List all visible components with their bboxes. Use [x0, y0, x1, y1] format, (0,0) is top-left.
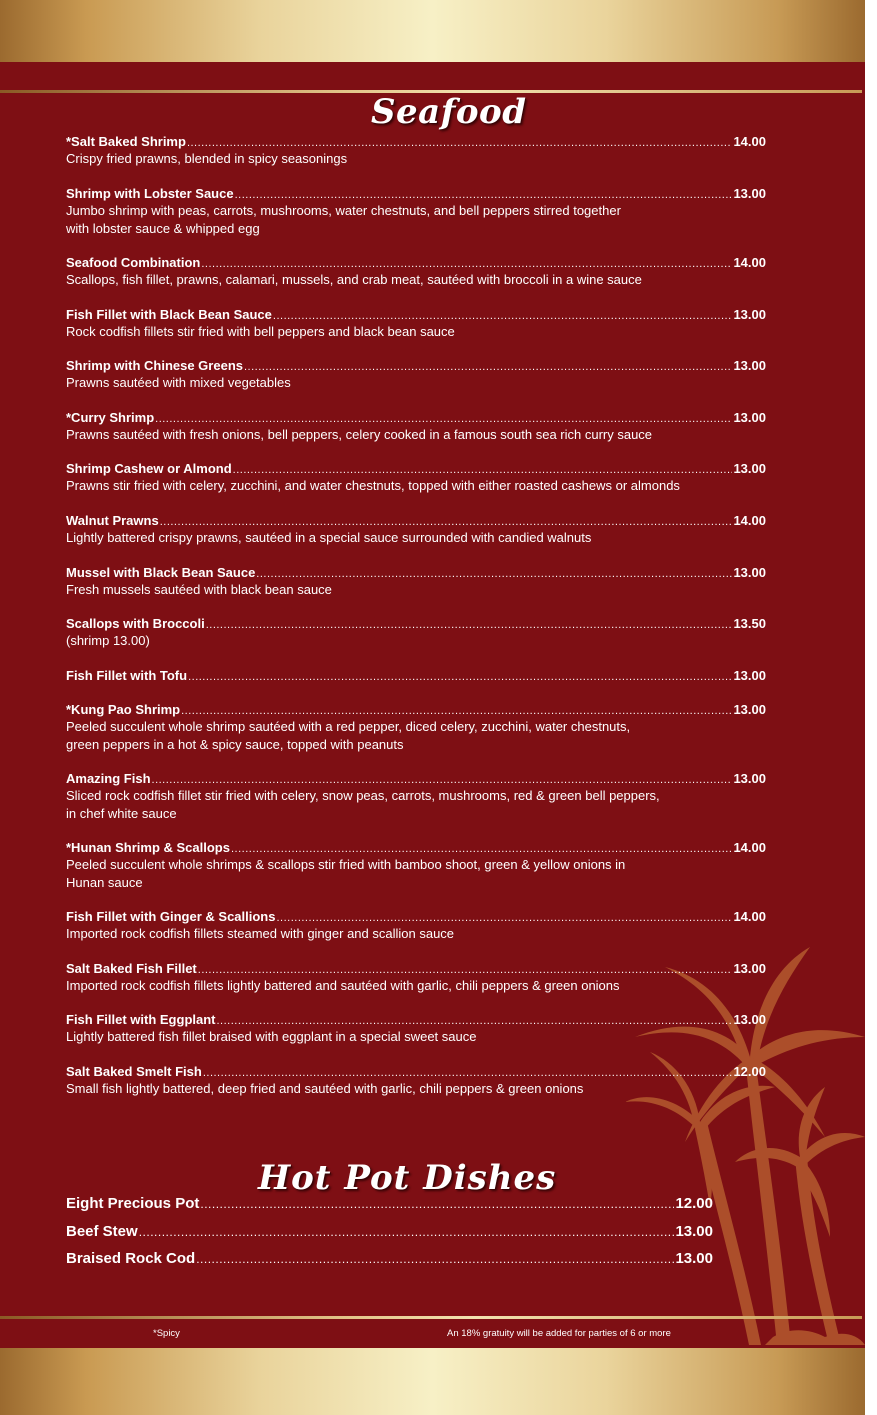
- menu-item-description: Sliced rock codfish fillet stir fried with celery, snow peas, carrots, mushrooms, red & green bell peppers,: [66, 788, 660, 803]
- menu-item-name: Mussel with Black Bean Sauce: [66, 565, 256, 580]
- menu-item-header: [66, 512, 766, 529]
- menu-item: [66, 770, 766, 822]
- menu-item-header: [66, 185, 766, 202]
- menu-item: [66, 908, 766, 943]
- menu-panel: [0, 62, 865, 1348]
- hot-pot-item-name: Beef Stew: [66, 1223, 138, 1240]
- menu-item-description: Jumbo shrimp with peas, carrots, mushrooms, water chestnuts, and bell peppers stirred together: [66, 203, 621, 218]
- hot-pot-item-name: Eight Precious Pot: [66, 1195, 200, 1212]
- dot-leader: [244, 359, 732, 376]
- dot-leader: [139, 1223, 675, 1242]
- menu-item-name: Fish Fillet with Black Bean Sauce: [66, 307, 272, 322]
- hot-pot-item-price: 12.00: [675, 1195, 713, 1212]
- menu-item-header: [66, 615, 766, 632]
- menu-item-description: Rock codfish fillets stir fried with bell peppers and black bean sauce: [66, 324, 455, 339]
- menu-item-header: [66, 908, 766, 925]
- menu-item-name: *Kung Pao Shrimp: [66, 702, 181, 717]
- dot-leader: [206, 617, 733, 634]
- menu-item-price: 14.00: [733, 255, 766, 270]
- menu-item-header: [66, 1011, 766, 1028]
- menu-item-description: with lobster sauce & whipped egg: [66, 220, 260, 236]
- menu-item-description: Crispy fried prawns, blended in spicy seasonings: [66, 151, 348, 166]
- menu-item-header: [66, 770, 766, 787]
- menu-item-header: [66, 960, 766, 977]
- menu-item-description: Peeled succulent whole shrimp sautéed with a red pepper, diced celery, zucchini, water chestnuts,: [66, 719, 631, 734]
- menu-item: [66, 839, 766, 891]
- menu-item-header: [66, 667, 766, 684]
- menu-item-price: 13.00: [733, 961, 766, 976]
- menu-item-header: [66, 409, 766, 426]
- hot-pot-item: [66, 1222, 713, 1242]
- menu-item-header: [66, 254, 766, 271]
- menu-item: [66, 185, 766, 237]
- menu-item-name: Fish Fillet with Ginger & Scallions: [66, 909, 276, 924]
- menu-item-price: 14.00: [733, 134, 766, 149]
- menu-item-description: Imported rock codfish fillets steamed with ginger and scallion sauce: [66, 926, 455, 941]
- menu-item-price: 13.50: [733, 616, 766, 631]
- menu-item-price: 13.00: [733, 358, 766, 373]
- menu-item-price: 14.00: [733, 909, 766, 924]
- menu-item: [66, 512, 766, 547]
- menu-item-description: (shrimp 13.00): [66, 633, 150, 648]
- menu-item-header: [66, 1063, 766, 1080]
- menu-item: [66, 357, 766, 392]
- menu-item-header: [66, 306, 766, 323]
- bottom-divider: [0, 1316, 862, 1319]
- menu-item-name: Amazing Fish: [66, 771, 151, 786]
- menu-item: [66, 960, 766, 995]
- menu-item: [66, 701, 766, 753]
- menu-item-description: Lightly battered fish fillet braised with eggplant in a special sweet sauce: [66, 1029, 477, 1044]
- menu-item-price: 13.00: [733, 307, 766, 322]
- menu-item-description: in chef white sauce: [66, 805, 177, 821]
- menu-item-price: 13.00: [733, 1012, 766, 1027]
- menu-item-description: green peppers in a hot & spicy sauce, topped with peanuts: [66, 736, 404, 752]
- menu-item-price: 12.00: [733, 1064, 766, 1079]
- menu-item: [66, 133, 766, 168]
- menu-item-price: 13.00: [733, 668, 766, 683]
- menu-item-description: Prawns sautéed with fresh onions, bell peppers, celery cooked in a famous south sea rich curry sauce: [66, 427, 653, 442]
- menu-item-description: Lightly battered crispy prawns, sautéed in a special sauce surrounded with candied walnuts: [66, 530, 592, 545]
- menu-item: [66, 409, 766, 444]
- menu-item-name: *Hunan Shrimp & Scallops: [66, 840, 230, 855]
- hot-pot-item: [66, 1249, 713, 1269]
- menu-item-header: [66, 460, 766, 477]
- menu-item-name: Salt Baked Fish Fillet: [66, 961, 197, 976]
- menu-item-name: Shrimp with Lobster Sauce: [66, 186, 234, 201]
- menu-item-description: Peeled succulent whole shrimps & scallops stir fried with bamboo shoot, green & yellow onions in: [66, 857, 626, 872]
- menu-item-description: Imported rock codfish fillets lightly battered and sautéed with garlic, chili peppers & green onions: [66, 978, 620, 993]
- menu-item-name: Salt Baked Smelt Fish: [66, 1064, 202, 1079]
- menu-item-header: [66, 701, 766, 718]
- bottom-gold-band: [0, 1348, 865, 1415]
- menu-item-price: 13.00: [733, 410, 766, 425]
- dot-leader: [200, 1195, 674, 1214]
- hot-pot-item-name: Braised Rock Cod: [66, 1250, 196, 1267]
- menu-item: [66, 1011, 766, 1046]
- hot-pot-section-title: Hot Pot Dishes: [258, 1158, 557, 1198]
- menu-item-name: Fish Fillet with Tofu: [66, 668, 188, 683]
- menu-item-name: *Curry Shrimp: [66, 410, 155, 425]
- menu-item-description: Fresh mussels sautéed with black bean sauce: [66, 582, 332, 597]
- hot-pot-item-price: 13.00: [675, 1223, 713, 1240]
- top-gold-band: [0, 0, 865, 62]
- menu-item-name: Shrimp Cashew or Almond: [66, 461, 232, 476]
- menu-item-name: Walnut Prawns: [66, 513, 159, 528]
- menu-item: [66, 254, 766, 289]
- menu-item: [66, 460, 766, 495]
- menu-item-name: Shrimp with Chinese Greens: [66, 358, 243, 373]
- menu-item-header: [66, 357, 766, 374]
- menu-item-header: [66, 564, 766, 581]
- menu-item: [66, 615, 766, 650]
- menu-item-price: 13.00: [733, 186, 766, 201]
- hot-pot-item: [66, 1194, 713, 1214]
- menu-item-price: 14.00: [733, 513, 766, 528]
- menu-item-name: *Salt Baked Shrimp: [66, 134, 186, 149]
- menu-item-name: Fish Fillet with Eggplant: [66, 1012, 216, 1027]
- seafood-section-title: Seafood: [371, 92, 527, 132]
- menu-item-price: 14.00: [733, 840, 766, 855]
- menu-item: [66, 667, 766, 684]
- menu-item-price: 13.00: [733, 771, 766, 786]
- menu-item-header: [66, 133, 766, 150]
- menu-item-description: Prawns sautéed with mixed vegetables: [66, 375, 291, 390]
- menu-item: [66, 1063, 766, 1098]
- menu-item-description: Hunan sauce: [66, 874, 143, 890]
- menu-item-header: [66, 839, 766, 856]
- menu-item-description: Scallops, fish fillet, prawns, calamari, mussels, and crab meat, sautéed with broccoli in a wine sauce: [66, 272, 642, 287]
- menu-item-description: Small fish lightly battered, deep fried and sautéed with garlic, chili peppers & green onions: [66, 1081, 584, 1096]
- menu-item-price: 13.00: [733, 702, 766, 717]
- menu-item-price: 13.00: [733, 565, 766, 580]
- hot-pot-item-price: 13.00: [675, 1250, 713, 1267]
- menu-item-price: 13.00: [733, 461, 766, 476]
- dot-leader: [196, 1250, 674, 1269]
- menu-item: [66, 306, 766, 341]
- menu-item-name: Seafood Combination: [66, 255, 201, 270]
- menu-item: [66, 564, 766, 599]
- spicy-footnote: *Spicy: [153, 1328, 180, 1339]
- menu-item-description: Prawns stir fried with celery, zucchini, and water chestnuts, topped with either roasted cashews or almonds: [66, 478, 680, 493]
- dot-leader: [188, 669, 732, 686]
- menu-item-name: Scallops with Broccoli: [66, 616, 205, 631]
- gratuity-footnote: An 18% gratuity will be added for parties of 6 or more: [447, 1328, 671, 1339]
